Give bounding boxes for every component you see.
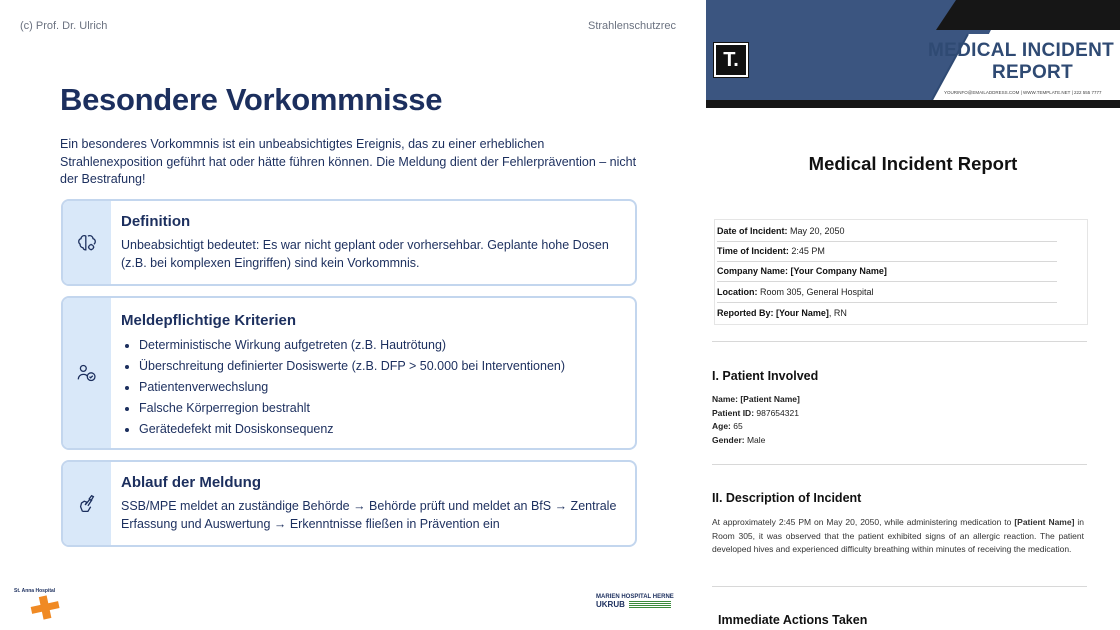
- document-title: Medical Incident Report: [808, 153, 1018, 174]
- card-definition-title: Definition: [121, 213, 191, 230]
- patient-row: [712, 393, 800, 407]
- section-actions-title: Immediate Actions Taken: [718, 613, 868, 627]
- list-item: • Falsche Körperregion bestrahlt: [139, 398, 625, 419]
- info-value: Room 305, General Hospital: [757, 287, 874, 297]
- patient-label: Age:: [712, 421, 731, 431]
- incident-info-box: [714, 219, 1088, 325]
- info-label: Reported By: [Your Name]: [717, 308, 829, 318]
- info-value: May 20, 2050: [787, 226, 845, 236]
- card-procedure-text: SSB/MPE meldet an zuständige Behörde → Behörde prüft und meldet an BfS → Zentrale Erfassung und Auswertung → Erkenntnisse fließen in Prävention ein: [121, 499, 617, 531]
- description-patient-name: [Patient Name]: [1014, 517, 1075, 527]
- marien-hospital-logo: [596, 594, 674, 609]
- header-contact: YOURINFO@EMAILADDRESS.COM | WWW.TEMPLATE.NET | 222 555 7777: [944, 90, 1102, 95]
- incident-description: [712, 516, 1084, 557]
- divider: [712, 341, 1087, 342]
- cross-icon: [28, 594, 62, 620]
- card-icon-panel: [63, 462, 111, 545]
- st-anna-logo-text: St. Anna Hospital: [14, 588, 56, 594]
- card-icon-panel: [63, 298, 111, 448]
- ukrub-text: UKRUB: [596, 600, 625, 609]
- criteria-list: [121, 335, 625, 440]
- hand-icon: [76, 493, 98, 515]
- section-description-title: II. Description of Incident: [712, 491, 862, 505]
- list-item: • Deterministische Wirkung aufgetreten (z.B. Hautrötung): [139, 335, 625, 356]
- patient-label: Name: [Patient Name]: [712, 394, 800, 404]
- slide-intro: Ein besonderes Vorkommnis ist ein unbeabsichtigtes Ereignis, das zu einer erheblichen Strahlenexposition geführt hat oder hätte führen können. Die Meldung dient der Fehlerprävention – nicht der Bestrafung!: [60, 137, 637, 186]
- marien-hospital-text: MARIEN HOSPITAL HERNE: [596, 594, 674, 600]
- card-criteria: [61, 296, 637, 450]
- patient-label: Gender:: [712, 434, 745, 445]
- info-row: [717, 221, 1057, 242]
- header-left: (c) Prof. Dr. Ulrich: [20, 20, 108, 32]
- patient-value: Male: [744, 434, 766, 445]
- info-row: [717, 282, 1057, 303]
- card-criteria-title: Meldepflichtige Kriterien: [121, 312, 297, 329]
- template-logo: T.: [714, 43, 748, 77]
- list-item: • Überschreitung definierter Dosiswerte (z.B. DFP > 50.000 bei Interventionen): [139, 356, 625, 377]
- info-value: 2:45 PM: [788, 246, 825, 256]
- info-row: [717, 261, 1057, 282]
- patient-row: [712, 434, 800, 448]
- header-title-line2: REPORT: [992, 62, 1073, 83]
- card-procedure: [61, 460, 637, 547]
- description-text-cont: in Room 305, it was observed that the patient exhibited signs of an allergic reaction. The patient developed hives and experienced difficulty breathing within minutes of receiving the medication.: [712, 517, 1085, 554]
- info-row: [717, 241, 1057, 262]
- st-anna-logo: [14, 588, 62, 625]
- divider: [712, 586, 1087, 587]
- list-item: • Gerätedefekt mit Dosiskonsequenz: [139, 419, 625, 440]
- slide-title: Besondere Vorkommnisse: [60, 82, 443, 117]
- card-definition: [61, 199, 637, 286]
- patient-label: Patient ID:: [712, 407, 755, 418]
- card-procedure-title: Ablauf der Meldung: [121, 474, 261, 491]
- info-label: Company Name: [Your Company Name]: [717, 266, 887, 276]
- info-value: , RN: [828, 308, 847, 318]
- card-icon-panel: [63, 201, 111, 284]
- document-preview: [706, 0, 1120, 630]
- people-icon: [76, 362, 98, 384]
- patient-row: [712, 420, 800, 434]
- logo-stripes: [629, 601, 671, 608]
- header-title-line1: MEDICAL INCIDENT: [928, 40, 1115, 61]
- info-label: Location:: [717, 287, 758, 297]
- patient-details: [712, 393, 800, 447]
- divider: [712, 464, 1087, 465]
- patient-row: [712, 407, 800, 421]
- patient-value: 987654321: [754, 407, 799, 418]
- document-header: [706, 0, 1120, 108]
- patient-value: 65: [730, 421, 743, 431]
- info-label: Date of Incident:: [717, 226, 788, 236]
- info-label: Time of Incident:: [717, 246, 789, 256]
- card-definition-text: Unbeabsichtigt bedeutet: Es war nicht geplant oder vorhersehbar. Geplante hohe Dosen (z.B. bei komplexen Eingriffen) sind kein Vorkommnis.: [121, 238, 609, 270]
- list-item: • Patientenverwechslung: [139, 377, 625, 398]
- description-text: At approximately 2:45 PM on May 20, 2050, while administering medication to: [712, 517, 1015, 527]
- brain-icon: [76, 232, 98, 254]
- header-right: Strahlenschutzrec: [588, 20, 677, 32]
- info-row: [717, 303, 1057, 323]
- section-patient-title: I. Patient Involved: [712, 369, 819, 383]
